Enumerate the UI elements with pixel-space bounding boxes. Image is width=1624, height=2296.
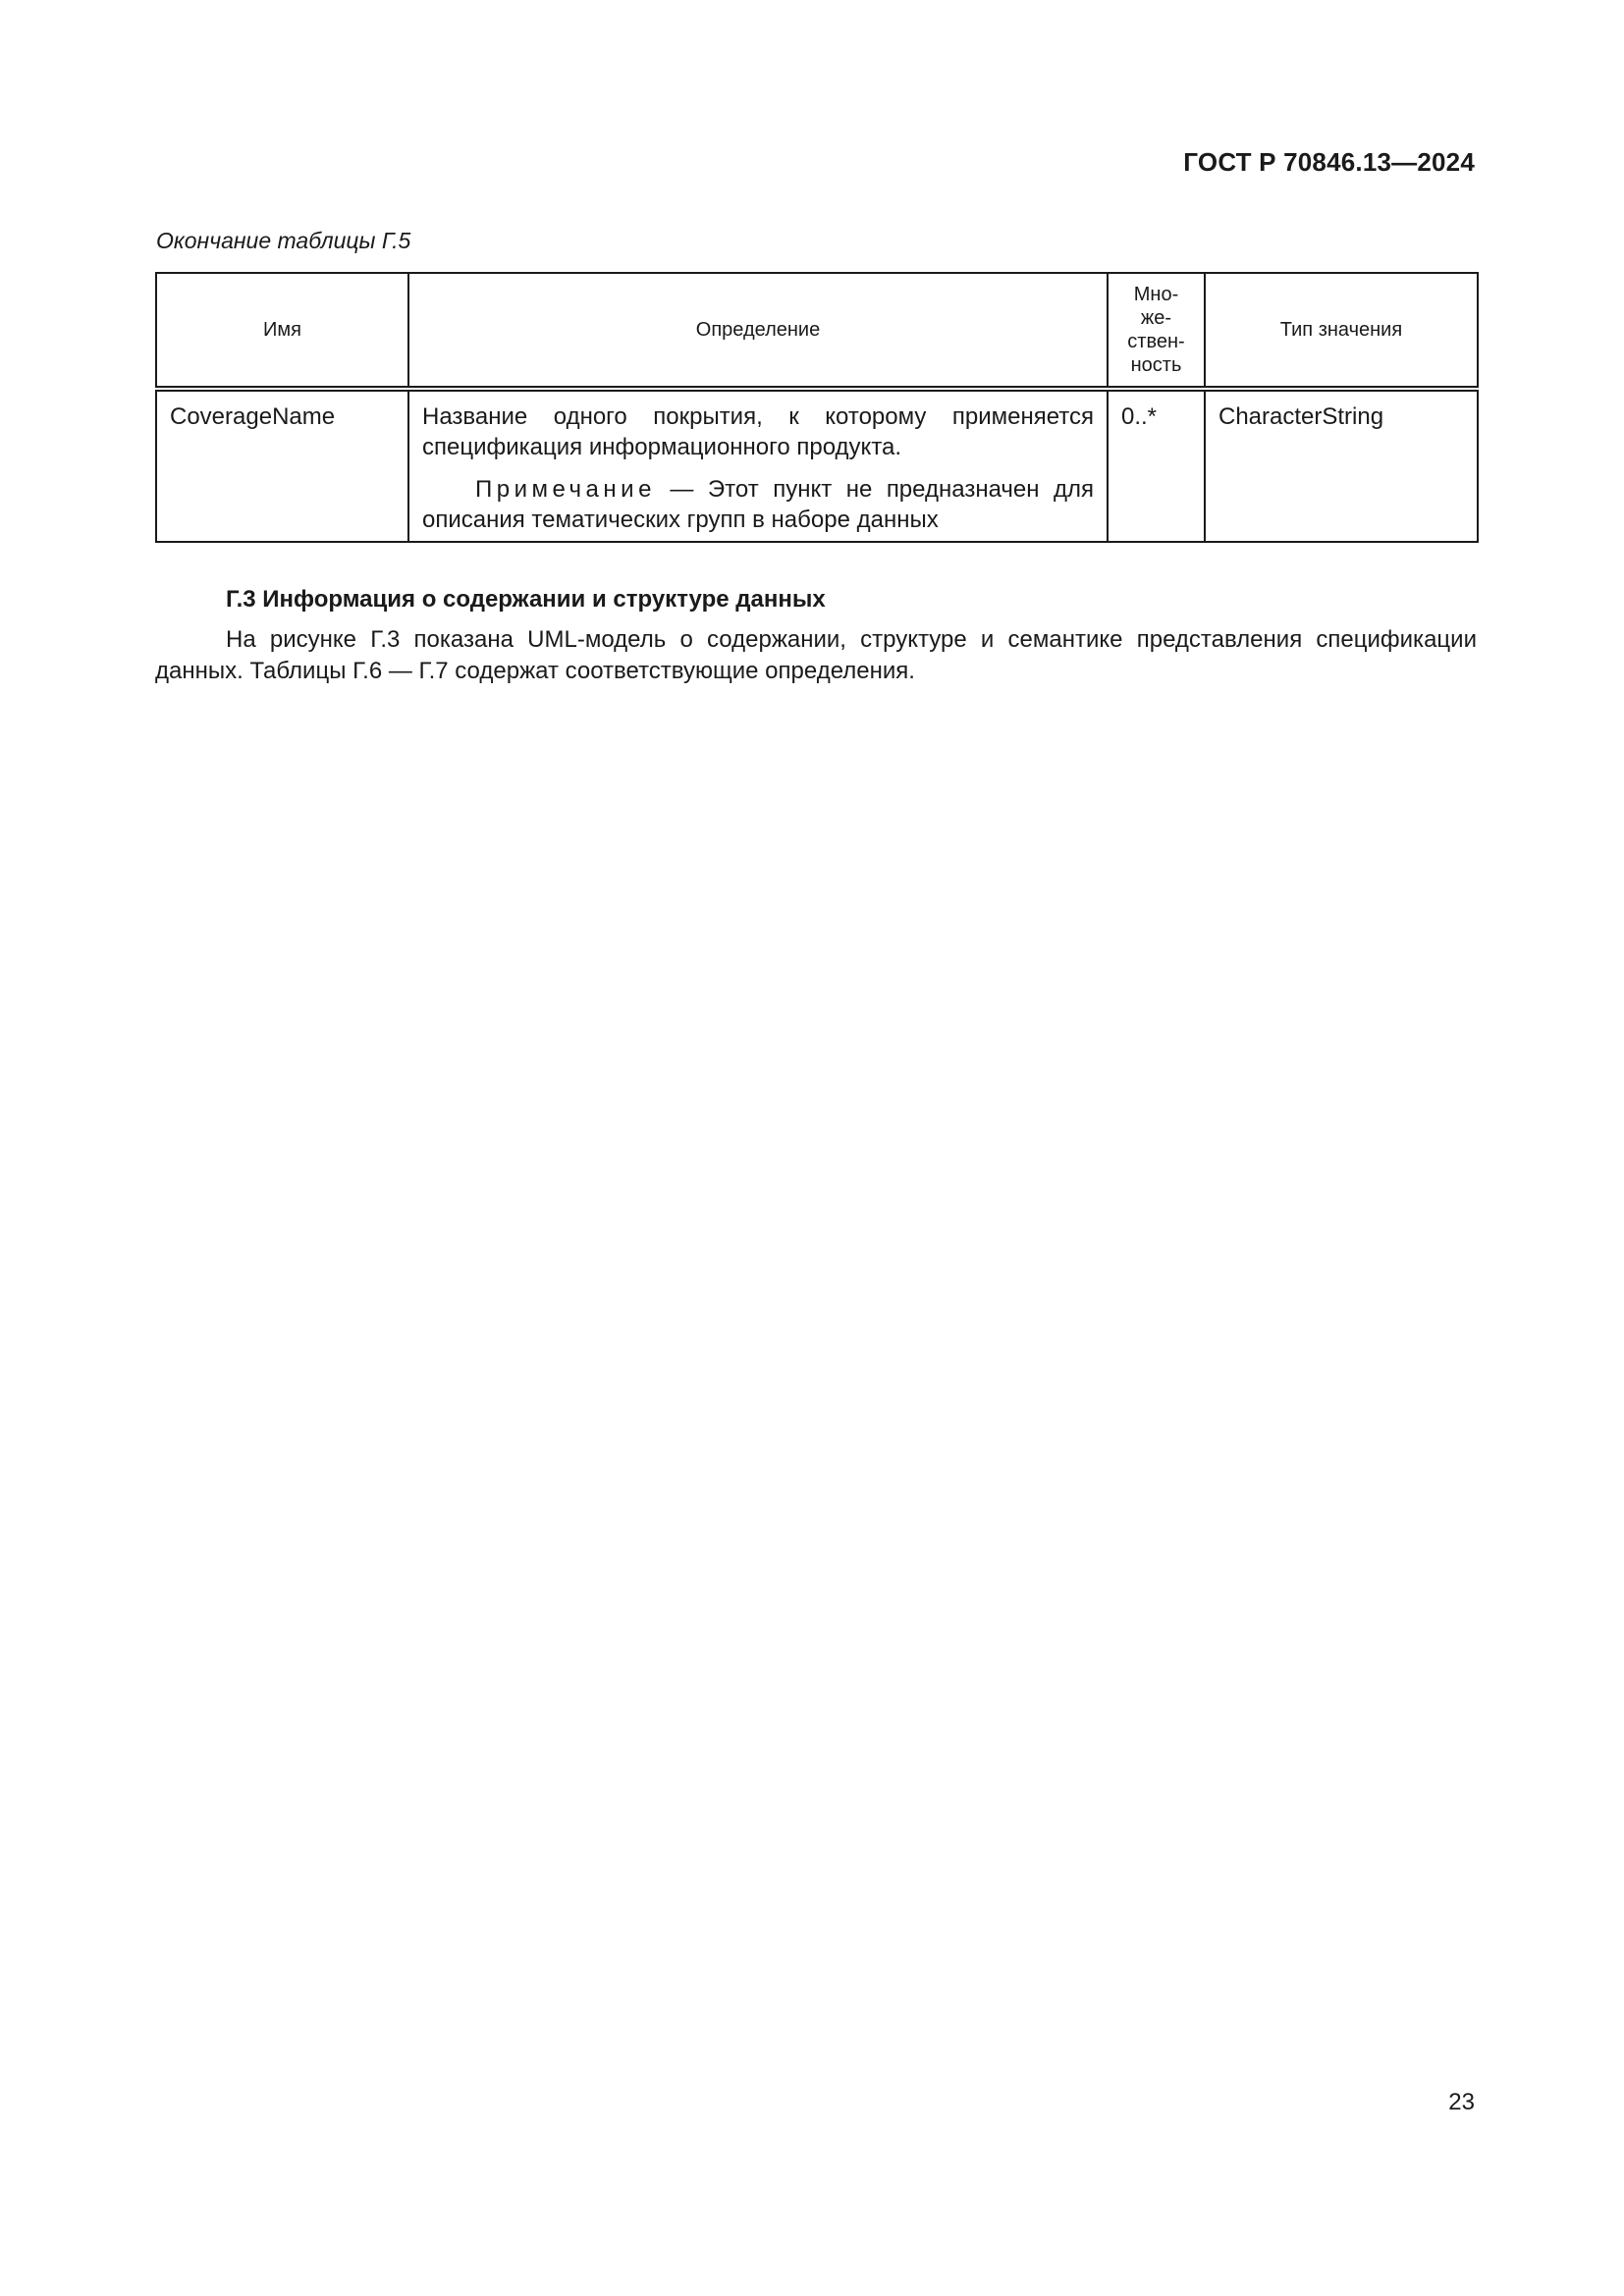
cell-value-type: CharacterString [1205, 389, 1478, 542]
cell-multiplicity: 0..* [1108, 389, 1205, 542]
multiplicity-header-line: Мно- [1133, 284, 1179, 305]
column-header-name: Имя [156, 273, 408, 389]
page-number: 23 [1448, 2089, 1475, 2115]
cell-name: CoverageName [156, 389, 408, 542]
multiplicity-header-line: же- [1140, 307, 1172, 329]
section-paragraph: На рисунке Г.3 показана UML-модель о содержании, структуре и семантике представления спецификации данных. Таблицы Г.6 — Г.7 содержат соответствующие определения. [155, 626, 1477, 684]
note-label: Примечание [475, 476, 656, 503]
cell-definition [408, 389, 1108, 542]
definition-text: Название одного покрытия, к которому применяется спецификация информационного продукта. [422, 403, 1094, 460]
definition-table [155, 272, 1479, 543]
column-header-multiplicity [1108, 273, 1205, 389]
multiplicity-header-line: ность [1130, 354, 1182, 376]
column-header-definition: Определение [408, 273, 1108, 389]
section-heading: Г.3 Информация о содержании и структуре данных [226, 586, 826, 613]
standard-code: ГОСТ Р 70846.13—2024 [1183, 147, 1475, 177]
definition-note [422, 474, 1094, 535]
note-text: — Этот пункт не предназначен для описания тематических групп в наборе данных [422, 476, 1094, 533]
table-header-row [156, 273, 1478, 389]
column-header-value-type: Тип значения [1205, 273, 1478, 389]
multiplicity-header-line: ствен- [1127, 331, 1185, 352]
table-row [156, 389, 1478, 542]
table-caption: Окончание таблицы Г.5 [156, 228, 411, 253]
